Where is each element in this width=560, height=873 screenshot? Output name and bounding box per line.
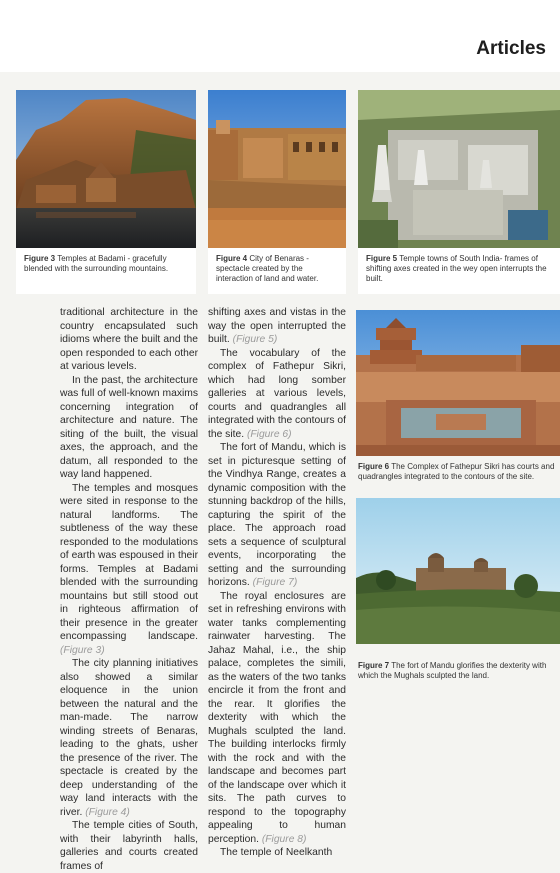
column-2 bbox=[208, 306, 346, 860]
figure-5-ref: (Figure 5) bbox=[232, 334, 278, 345]
figure-7-caption bbox=[358, 661, 558, 681]
header-bar bbox=[0, 0, 560, 72]
figure-8-ref: (Figure 8) bbox=[261, 833, 307, 845]
figure-3-ref: (Figure 3) bbox=[60, 644, 105, 656]
figure-6-caption-text: The Complex of Fathepur Sikri has courts and quadrangles integrated to the contours of the site. bbox=[358, 462, 555, 481]
col1-p3-text: The temples and mosques were sited in response to the natural landforms. The subtleness of the way these responded to the modulations of earth was espoused in their forms. Temples at Badami blended with the surrounding mountains but still stood out in righteous affirmation of their presence in the greater encompassing landscape. bbox=[60, 482, 198, 642]
col2-paragraph-1 bbox=[208, 306, 346, 347]
col1-paragraph-4 bbox=[60, 657, 198, 819]
col2-paragraph-5: The temple of Neelkanth bbox=[220, 847, 333, 858]
figure-4-ref: (Figure 4) bbox=[85, 806, 130, 818]
col2-p4-text: The royal enclosures are set in refreshing environs with water tanks complementing rainwater harvesting. The Jahaz Mahal, i.e., the ship palace, completes the simili, as the waters of the two tanks encircle it from the front and the rear. It glorifies the dexterity with which the Mughals sculpted the land. The building interlocks firmly with the rock and with the landscape and becomes part of the landscape over which it sits. The path curves to respond to the topography appealing to human perception. bbox=[208, 590, 346, 845]
figure-3-caption bbox=[16, 248, 196, 294]
col2-p2-text: The vocabulary of the complex of Fathepur Sikri, which had long somber galleries at various levels, courts and quadrangles all integrated with the contours of the site. bbox=[208, 347, 346, 440]
figure-7-caption-text: The fort of Mandu glorifies the dexterity with which the Mughals sculpted the land. bbox=[358, 661, 547, 680]
column-1 bbox=[60, 306, 198, 873]
section-title: Articles bbox=[476, 38, 546, 59]
col2-p3-text: The fort of Mandu, which is set in picturesque setting of the Vindhya Range, creates a dynamic composition with the stunning backdrop of the hills, capturing the spirit of the place. The approach road sets a sequence of sculptural events, incorporating the setting and the surrounding horizons. bbox=[208, 442, 346, 588]
figure-5-caption bbox=[358, 248, 560, 294]
col2-p1-text: shifting axes and vistas in the way the open interrupted the built. bbox=[208, 307, 346, 345]
col1-paragraph-3 bbox=[60, 482, 198, 658]
figure-7-photo bbox=[356, 498, 560, 644]
figure-5-label: Figure 5 bbox=[366, 254, 398, 263]
col1-paragraph-5: The temple cities of South, with their labyrinth halls, galleries and courts created frames of bbox=[60, 820, 198, 872]
figure-4-caption bbox=[208, 248, 346, 294]
col1-paragraph-2: In the past, the architecture was full of well-known maxims concerning integration of architecture and nature. The siting of the built, the visual axes, the approach, and the datum, all responded to the way land happened. bbox=[60, 374, 198, 480]
figure-7-ref: (Figure 7) bbox=[252, 577, 298, 588]
figure-6-caption bbox=[358, 462, 558, 482]
figure-6-label: Figure 6 bbox=[358, 462, 390, 471]
col2-paragraph-4 bbox=[208, 590, 346, 847]
figure-3-photo bbox=[16, 90, 196, 248]
col2-paragraph-2 bbox=[208, 347, 346, 442]
figure-6-photo bbox=[356, 310, 560, 456]
figure-4-photo bbox=[208, 90, 346, 248]
col1-p4-text: The city planning initiatives also showed a similar eloquence in the union between the natural and the man-made. The narrow winding streets of Benaras, leading to the ghats, usher the presence of the river. The spectacle is created by the deep understanding of the way land interacts with the river. bbox=[60, 658, 198, 818]
figure-3-caption-text: Temples at Badami - gracefully blended with the surrounding mountains. bbox=[24, 254, 169, 273]
col2-paragraph-3 bbox=[208, 441, 346, 590]
figure-7-label: Figure 7 bbox=[358, 661, 390, 670]
figure-4-label: Figure 4 bbox=[216, 254, 248, 263]
figure-5-caption-text: Temple towns of South India- frames of shifting axes created in the wey open interrupts the built. bbox=[366, 254, 547, 283]
figure-3-label: Figure 3 bbox=[24, 254, 56, 263]
col1-paragraph-1: traditional architecture in the country encapsulated such idioms where the built and the open responded to each other at various levels. bbox=[60, 307, 198, 372]
figure-6-ref: (Figure 6) bbox=[246, 428, 292, 440]
figure-4-caption-text: City of Benaras - spectacle created by the interaction of land and water. bbox=[216, 254, 319, 283]
figure-5-photo bbox=[358, 90, 560, 248]
